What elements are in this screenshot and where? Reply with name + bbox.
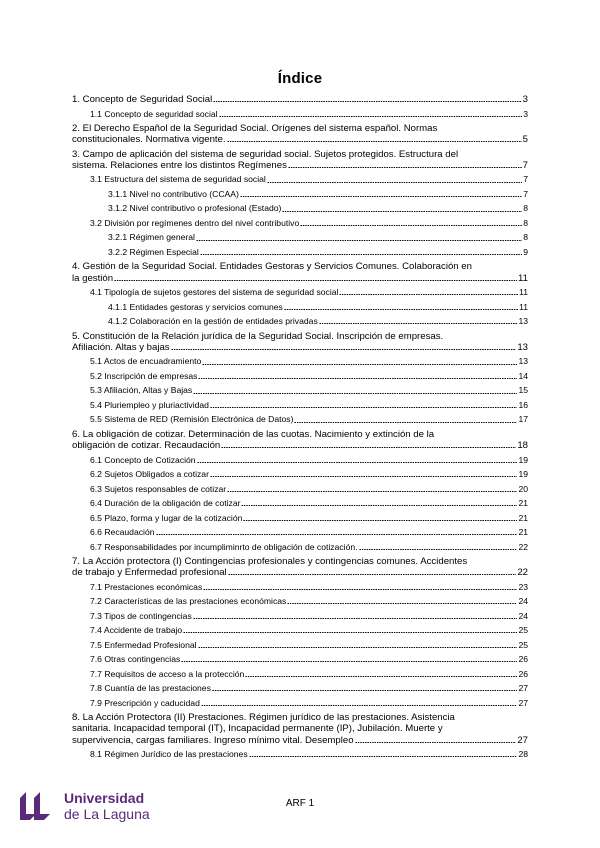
toc-entry[interactable] bbox=[72, 582, 528, 593]
dot-leader bbox=[198, 646, 518, 649]
toc-entry-label: 6.2 Sujetos Obligados a cotizar bbox=[90, 469, 209, 480]
toc-entry[interactable] bbox=[72, 749, 528, 760]
toc-entry-page: 7 bbox=[523, 188, 528, 199]
logo-text-line2: de La Laguna bbox=[64, 806, 150, 822]
toc-entry[interactable] bbox=[72, 302, 528, 313]
dot-leader bbox=[210, 475, 517, 478]
toc-entry[interactable] bbox=[72, 429, 528, 451]
toc-entry-label-line1: 2. El Derecho Español de la Seguridad Social. Orígenes del sistema español. Normas bbox=[72, 123, 438, 134]
page-title: Índice bbox=[277, 70, 323, 87]
toc-entry[interactable] bbox=[72, 469, 528, 480]
toc-entry-label: sistema. Relaciones entre los distintos Regímenes bbox=[72, 159, 287, 171]
toc-entry-label: 6.6 Recaudación bbox=[90, 527, 155, 538]
toc-entry-page: 13 bbox=[518, 316, 528, 327]
dot-leader bbox=[114, 279, 517, 282]
dot-leader bbox=[196, 239, 522, 242]
toc-entry-label: 6.4 Duración de la obligación de cotizar bbox=[90, 498, 241, 509]
toc-entry-page: 3 bbox=[522, 94, 528, 105]
toc-entry-page: 11 bbox=[519, 301, 528, 312]
dot-leader bbox=[284, 308, 518, 311]
dot-leader bbox=[202, 363, 517, 366]
toc-entry-page: 16 bbox=[518, 399, 528, 410]
dot-leader bbox=[171, 348, 517, 351]
dot-leader bbox=[210, 406, 517, 409]
toc-entry[interactable] bbox=[72, 484, 528, 495]
dot-leader bbox=[227, 490, 517, 493]
page-number: ARF 1 bbox=[285, 798, 315, 809]
toc-entry-page: 13 bbox=[517, 341, 528, 353]
toc-entry-label: 5.5 Sistema de RED (Remisión Electrónica de Datos) bbox=[90, 414, 294, 425]
toc-entry-label-line1: 3. Campo de aplicación del sistema de seguridad social. Sujetos protegidos. Estructura del bbox=[72, 148, 459, 160]
toc-entry-page: 13 bbox=[518, 356, 528, 367]
dot-leader bbox=[355, 741, 517, 744]
toc-entry[interactable] bbox=[72, 400, 528, 411]
toc-entry[interactable] bbox=[72, 712, 528, 746]
toc-entry-page: 8 bbox=[523, 203, 528, 214]
toc-entry[interactable] bbox=[72, 149, 528, 171]
toc-entry-page: 22 bbox=[518, 541, 528, 552]
toc-entry-label: de trabajo y Enfermedad profesional bbox=[72, 567, 227, 579]
dot-leader bbox=[282, 210, 522, 213]
toc-entry-page: 19 bbox=[518, 454, 528, 465]
toc-entry[interactable] bbox=[72, 414, 528, 425]
toc-entry[interactable] bbox=[72, 371, 528, 382]
toc-entry-page: 3 bbox=[523, 108, 528, 119]
dot-leader bbox=[249, 755, 518, 758]
toc-entry-page: 18 bbox=[517, 440, 528, 452]
toc-entry-page: 21 bbox=[518, 498, 528, 509]
toc-entry-page: 19 bbox=[518, 469, 528, 480]
toc-entry-page: 25 bbox=[518, 639, 528, 650]
toc-entry[interactable] bbox=[72, 513, 528, 524]
dot-leader bbox=[339, 293, 518, 296]
toc-entry[interactable] bbox=[72, 316, 528, 327]
toc-entry[interactable] bbox=[72, 683, 528, 694]
dot-leader bbox=[243, 519, 517, 522]
toc-entry[interactable] bbox=[72, 625, 528, 636]
toc-entry-label-line1: 4. Gestión de la Seguridad Social. Entidades Gestoras y Servicios Comunes. Colaboración en bbox=[72, 261, 472, 273]
toc-entry[interactable] bbox=[72, 94, 528, 105]
toc-entry[interactable] bbox=[72, 654, 528, 665]
toc-entry-label: 7.9 Prescripción y caducidad bbox=[90, 697, 200, 708]
dot-leader bbox=[201, 704, 518, 707]
dot-leader bbox=[300, 224, 522, 227]
toc-entry-label: 4.1.2 Colaboración en la gestión de entidades privadas bbox=[108, 316, 318, 327]
toc-entry-page: 15 bbox=[518, 385, 528, 396]
toc-entry-label: 7.3 Tipos de contingencias bbox=[90, 610, 192, 621]
toc-entry[interactable] bbox=[72, 596, 528, 607]
toc-entry-page: 17 bbox=[518, 414, 528, 425]
toc-entry-label: 5.4 Pluriempleo y pluriactividad bbox=[90, 399, 209, 410]
toc-entry[interactable] bbox=[72, 640, 528, 651]
toc-entry[interactable] bbox=[72, 189, 528, 200]
dot-leader bbox=[197, 461, 518, 464]
toc-entry[interactable] bbox=[72, 109, 528, 120]
toc-entry-page: 28 bbox=[518, 749, 528, 760]
toc-entry[interactable] bbox=[72, 261, 528, 283]
toc-entry-label: 7.6 Otras contingencias bbox=[90, 654, 181, 665]
toc-entry[interactable] bbox=[72, 287, 528, 298]
dot-leader bbox=[213, 100, 521, 103]
dot-leader bbox=[294, 421, 517, 424]
table-of-contents bbox=[72, 94, 528, 764]
toc-entry-label: 5.3 Afiliación, Altas y Bajas bbox=[90, 385, 193, 396]
toc-entry[interactable] bbox=[72, 174, 528, 185]
toc-entry-label: 4.1 Tipología de sujetos gestores del sistema de seguridad social bbox=[90, 287, 339, 298]
toc-entry[interactable] bbox=[72, 611, 528, 622]
toc-entry[interactable] bbox=[72, 385, 528, 396]
dot-leader bbox=[359, 548, 518, 551]
toc-entry-label-line1: 6. La obligación de cotizar. Determinación de las cuotas. Nacimiento y extinción de la bbox=[72, 428, 435, 440]
toc-entry[interactable] bbox=[72, 455, 528, 466]
toc-entry-page: 8 bbox=[523, 217, 528, 228]
toc-entry[interactable] bbox=[72, 123, 528, 145]
dot-leader bbox=[212, 689, 518, 692]
dot-leader bbox=[183, 631, 517, 634]
toc-entry-page: 27 bbox=[518, 697, 528, 708]
toc-entry[interactable] bbox=[72, 331, 528, 353]
toc-entry[interactable] bbox=[72, 527, 528, 538]
toc-entry-page: 11 bbox=[518, 272, 528, 284]
dot-leader bbox=[200, 253, 522, 256]
toc-entry-page: 26 bbox=[518, 668, 528, 679]
toc-entry-page: 23 bbox=[518, 581, 528, 592]
toc-entry-label: 7.7 Requisitos de acceso a la protección bbox=[90, 668, 245, 679]
toc-entry[interactable] bbox=[72, 232, 528, 243]
toc-entry-label: 1.1 Concepto de seguridad social bbox=[90, 108, 218, 119]
toc-entry-label: la gestión bbox=[72, 272, 114, 284]
toc-entry[interactable] bbox=[72, 698, 528, 709]
toc-entry-page: 9 bbox=[523, 246, 528, 257]
toc-entry-label: 7.8 Cuantía de las prestaciones bbox=[90, 683, 211, 694]
dot-leader bbox=[319, 322, 518, 325]
dot-leader bbox=[240, 195, 522, 198]
toc-entry-page: 21 bbox=[518, 512, 528, 523]
dot-leader bbox=[198, 377, 517, 380]
toc-entry[interactable] bbox=[72, 556, 528, 578]
toc-entry-label: 7.1 Prestaciones económicas bbox=[90, 581, 203, 592]
dot-leader bbox=[241, 504, 517, 507]
toc-entry-page: 5 bbox=[522, 134, 528, 146]
toc-entry-label-line2: sanitaria. Incapacidad temporal (IT), Incapacidad permanente (IP), Jubilación. Muerte y bbox=[72, 723, 443, 735]
toc-entry-label: 1. Concepto de Seguridad Social bbox=[72, 94, 213, 105]
dot-leader bbox=[203, 588, 517, 591]
toc-entry-label: 3.2 División por regímenes dentro del nivel contributivo bbox=[90, 217, 300, 228]
toc-entry-label: 3.1.2 Nivel contributivo o profesional (Estado) bbox=[108, 203, 282, 214]
toc-entry-page: 21 bbox=[518, 527, 528, 538]
dot-leader bbox=[181, 660, 517, 663]
toc-entry-label-line1: 5. Constitución de la Relación jurídica de la Seguridad Social. Inscripción de empresas. bbox=[72, 330, 444, 342]
toc-entry[interactable] bbox=[72, 247, 528, 258]
toc-entry-label: 6.1 Concepto de Cotización bbox=[90, 454, 196, 465]
toc-entry-page: 24 bbox=[518, 596, 528, 607]
logo-text-line1: Universidad bbox=[64, 790, 145, 806]
toc-entry-label: 7.2 Características de las prestaciones económicas bbox=[90, 596, 287, 607]
dot-leader bbox=[287, 602, 517, 605]
toc-entry-page: 25 bbox=[518, 625, 528, 636]
toc-entry-page: 11 bbox=[519, 287, 528, 298]
toc-entry-page: 8 bbox=[523, 232, 528, 243]
toc-entry[interactable] bbox=[72, 542, 528, 553]
toc-entry-label-line1: 7. La Acción protectora (I) Contingencias profesionales y contingencias comunes. Accidentes bbox=[72, 556, 468, 568]
dot-leader bbox=[193, 617, 518, 620]
dot-leader bbox=[219, 115, 523, 118]
toc-entry-page: 27 bbox=[518, 683, 528, 694]
toc-entry-label: 3.2.1 Régimen general bbox=[108, 232, 195, 243]
toc-entry[interactable] bbox=[72, 356, 528, 367]
dot-leader bbox=[267, 181, 522, 184]
dot-leader bbox=[227, 140, 522, 143]
toc-entry-label: 8.1 Régimen Jurídico de las prestaciones bbox=[90, 749, 248, 760]
toc-entry-page: 26 bbox=[518, 654, 528, 665]
toc-entry[interactable] bbox=[72, 218, 528, 229]
toc-entry-label: 3.1 Estructura del sistema de seguridad social bbox=[90, 174, 266, 185]
toc-entry-label: 6.3 Sujetos responsables de cotizar bbox=[90, 483, 227, 494]
toc-entry-label: 6.7 Responsabilidades por incumpliminrto de obligación de cotización. bbox=[90, 541, 358, 552]
toc-entry-page: 14 bbox=[518, 370, 528, 381]
toc-entry-page: 7 bbox=[523, 174, 528, 185]
toc-entry-label: 3.2.2 Régimen Especial bbox=[108, 246, 199, 257]
toc-entry[interactable] bbox=[72, 669, 528, 680]
toc-entry[interactable] bbox=[72, 203, 528, 214]
dot-leader bbox=[193, 392, 517, 395]
toc-entry-page: 20 bbox=[518, 483, 528, 494]
toc-entry-label: supervivencia, cargas familiares. Ingreso mínimo vital. Desempleo bbox=[72, 734, 354, 746]
toc-entry-label: 6.5 Plazo, forma y lugar de la cotización bbox=[90, 512, 243, 523]
toc-entry-label: obligación de cotizar. Recaudación bbox=[72, 440, 221, 452]
toc-entry-page: 27 bbox=[517, 734, 528, 746]
dot-leader bbox=[221, 446, 516, 449]
toc-entry-page: 22 bbox=[517, 567, 528, 579]
dot-leader bbox=[156, 533, 518, 536]
toc-entry-label: 4.1.1 Entidades gestoras y servicios comunes bbox=[108, 301, 283, 312]
toc-entry-label: 5.2 Inscripción de empresas bbox=[90, 370, 198, 381]
toc-entry-label: Afiliación. Altas y bajas bbox=[72, 341, 170, 353]
dot-leader bbox=[245, 675, 517, 678]
toc-entry[interactable] bbox=[72, 498, 528, 509]
toc-entry-label: 5.1 Actos de encuadramiento bbox=[90, 356, 202, 367]
toc-entry-page: 7 bbox=[522, 159, 528, 171]
toc-entry-label-line1: 8. La Acción Protectora (II) Prestaciones. Régimen jurídico de las prestaciones. Asistencia bbox=[72, 712, 455, 724]
toc-entry-label: 7.4 Accidente de trabajo bbox=[90, 625, 183, 636]
toc-entry-label: 3.1.1 Nivel no contributivo (CCAA) bbox=[108, 188, 239, 199]
dot-leader bbox=[228, 573, 517, 576]
toc-entry-label: constitucionales. Normativa vigente. bbox=[72, 134, 226, 146]
toc-entry-label: 7.5 Enfermedad Profesional bbox=[90, 639, 197, 650]
dot-leader bbox=[288, 166, 522, 169]
toc-entry-page: 24 bbox=[518, 610, 528, 621]
